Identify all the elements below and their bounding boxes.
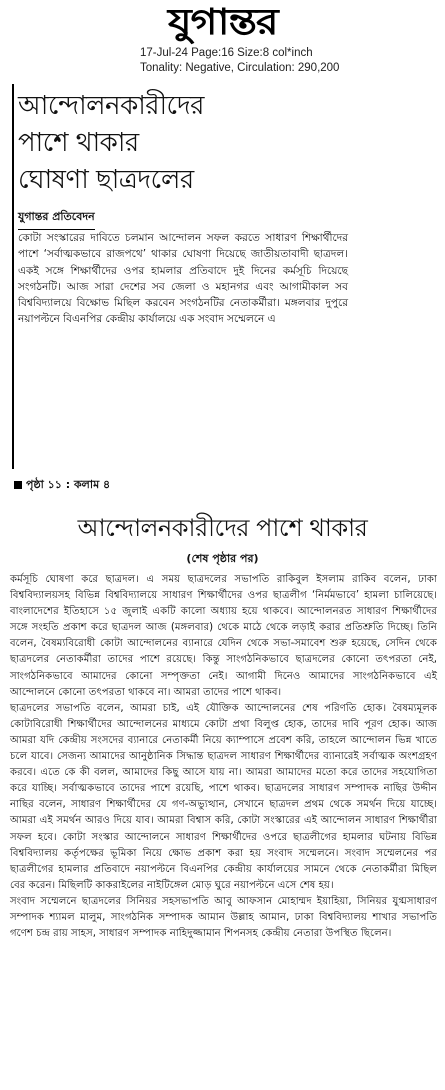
article-intro-text: কোটা সংস্কারের দাবিতে চলমান আন্দোলন সফল করতে সাধারণ শিক্ষার্থীদের পাশে ‘সর্বাত্মকভাবে রাজপথে’ থাকার ঘোষণা দিয়েছে জাতীয়তাবাদী ছাত্রদল। একই সঙ্গে শিক্ষার্থীদের ওপর হামলার প্রতিবাদে দুই দিনের কর্মসূচি দিয়েছে সংগঠনটি। আজ সারা দেশের সব জেলা ও মহানগর এবং আগামীকাল সব বিশ্ববিদ্যালয়ে বিক্ষোভ মিছিল করবেন সংগঠনটির নেতাকর্মীরা। মঙ্গলবার দুপুরে নয়াপল্টনে বিএনপির কেন্দ্রীয় কার্যালয়ে এক সংবাদ সম্মেলনে এ: [18, 232, 348, 326]
continued-reference: [14, 476, 110, 495]
headline-line: ঘোষণা ছাত্রদলের: [18, 165, 194, 195]
newspaper-logo: যুগান্তর: [167, 1, 278, 43]
continuation-body: [10, 572, 437, 942]
square-bullet-icon: [14, 481, 22, 489]
meta-line-tonality: Tonality: Negative, Circulation: 290,200: [140, 62, 340, 74]
masthead: [0, 0, 445, 44]
continued-from-note: (শেষ পৃষ্ঠার পর): [186, 552, 259, 565]
meta-line-date-page: 17-Jul-24 Page:16 Size:8 col*inch: [140, 47, 313, 59]
body-paragraph: সংবাদ সম্মেলনে ছাত্রদলের সিনিয়র সহসভাপতি আবু আফসান মোহাম্মদ ইয়াহিয়া, সিনিয়র যুগ্মসাধারণ সম্পাদক শ্যামল মালুম, সাংগঠনিক সম্পাদক আমান উল্লাহ আমান, ঢাকা বিশ্ববিদ্যালয় শাখার সভাপতি গণেশ চন্দ্র রায় সাহস, সাধারণ সম্পাদক নাহিদুজ্জামান শিপনসহ কেন্দ্রীয় নেতারা উপস্থিত ছিলেন।: [10, 895, 437, 940]
headline-line: আন্দোলনকারীদের: [18, 91, 204, 121]
front-page-clipping: [4, 84, 435, 491]
column-rule: [12, 84, 14, 469]
headline-line: পাশে থাকার: [18, 128, 139, 158]
continued-label: পৃষ্ঠা ১১ : কলাম ৪: [26, 478, 111, 491]
body-paragraph: ছাত্রদলের সভাপতি বলেন, আমরা চাই, এই যৌক্তিক আন্দোলনের শেষ পরিণতি হোক। বৈষম্যমূলক কোটাবিরোধী শিক্ষার্থীদের আন্দোলনের মাধ্যমে কোটা প্রথা বিলুপ্ত হোক, তাদের দাবি পূরণ হোক। আজ আমরা যদি কেন্দ্রীয় সংসদের ব্যানারে নেতাকর্মী নিয়ে ক্যাম্পাসে প্রবেশ করি, তাহলে আন্দোলন ভিন্ন খাতে চলে যাবে। সেজন্য আমাদের আনুষ্ঠানিক সিদ্ধান্ত ছাত্রদল সাধারণ শিক্ষার্থীদের ব্যানারেই সর্বাত্মক অংশগ্রহণ করবে। এতে কে কী বলল, আমাদের কিছু আসে যায় না। আমরা আমাদের মতো করে তাদের সহযোগিতা করে যাচ্ছি। সর্বাত্মকভাবে তাদের পাশে রয়েছি, পাশে থাকব। ছাত্রদলের সাধারণ সম্পাদক নাছির উদ্দীন নাছির বলেন, সাধারণ শিক্ষার্থীদের যে গণ-অভ্যুত্থান, সেখানে ছাত্রদল প্রথম থেকে সমর্থন দিয়ে যাচ্ছে। আমরা এই সমর্থন আরও দিয়ে যাব। আমরা বিশ্বাস করি, কোটা সংস্কারের এই আন্দোলন সাধারণ শিক্ষার্থীরা সফল হবে। কোটা সংস্কার আন্দোলনে সাধারণ শিক্ষার্থীদের ওপরে ছাত্রলীগের হামলার ঘটনায় বিভিন্ন বিশ্ববিদ্যালয় কর্তৃপক্ষের ভূমিকা নিয়ে ক্ষোভ প্রকাশ করা হয় সংবাদ সম্মেলনে। সংবাদ সম্মেলনের পর ছাত্রলীগের হামলার প্রতিবাদে নয়াপল্টনে বিএনপির কেন্দ্রীয় কার্যালয়ের সামনে থেকে নেতাকর্মীরা মিছিল বের করেন। মিছিলটি কাকরাইলের নাইটিঙ্গেল মোড় ঘুরে নয়াপল্টনে এসে শেষ হয়।: [10, 702, 437, 891]
article-byline: যুগান্তর প্রতিবেদন: [18, 208, 95, 230]
article-headline: [18, 88, 428, 199]
continuation-headline: আন্দোলনকারীদের পাশে থাকার: [77, 514, 368, 542]
continuation-clipping: [4, 506, 441, 1090]
clipping-meta: [140, 46, 440, 76]
body-paragraph: কর্মসূচি ঘোষণা করে ছাত্রদল। এ সময় ছাত্রদলের সভাপতি রাকিবুল ইসলাম রাকিব বলেন, ঢাকা বিশ্ববিদ্যালয়সহ বিভিন্ন বিশ্ববিদ্যালয়ে সাধারণ শিক্ষার্থীদের ওপর ছাত্রলীগ ‘নির্মমভাবে’ হামলা চালিয়েছে। বাংলাদেশের ইতিহাসে ১৫ জুলাই একটি কালো অধ্যায় হয়ে থাকবে। আন্দোলনরত সাধারণ শিক্ষার্থীদের সঙ্গে সংহতি প্রকাশ করে ছাত্রদল আজ (মঙ্গলবার) থেকে মাঠে থেকে লড়াই করার প্রতিশ্রুতি দিচ্ছে। তিনি বলেন, বৈষম্যবিরোধী কোটা আন্দোলনের ব্যানারে যেদিন থেকে সভা-সমাবেশ শুরু হয়েছে, সেদিন থেকে ছাত্রদলের নেতাকর্মীরা তাদের পাশে রয়েছে। কিন্তু সাংগঠনিকভাবে ছাত্রদলের কোনো তৎপরতা নেই, সাংগঠনিকভাবে আমাদের কোনো সম্পৃক্ততা নেই। আগামী দিনেও আমাদের সাংগঠনিকভাবে এই আন্দোলনে কোনো তৎপরতা থাকবে না। আমরা তাদের পাশে থাকব।: [10, 574, 437, 698]
